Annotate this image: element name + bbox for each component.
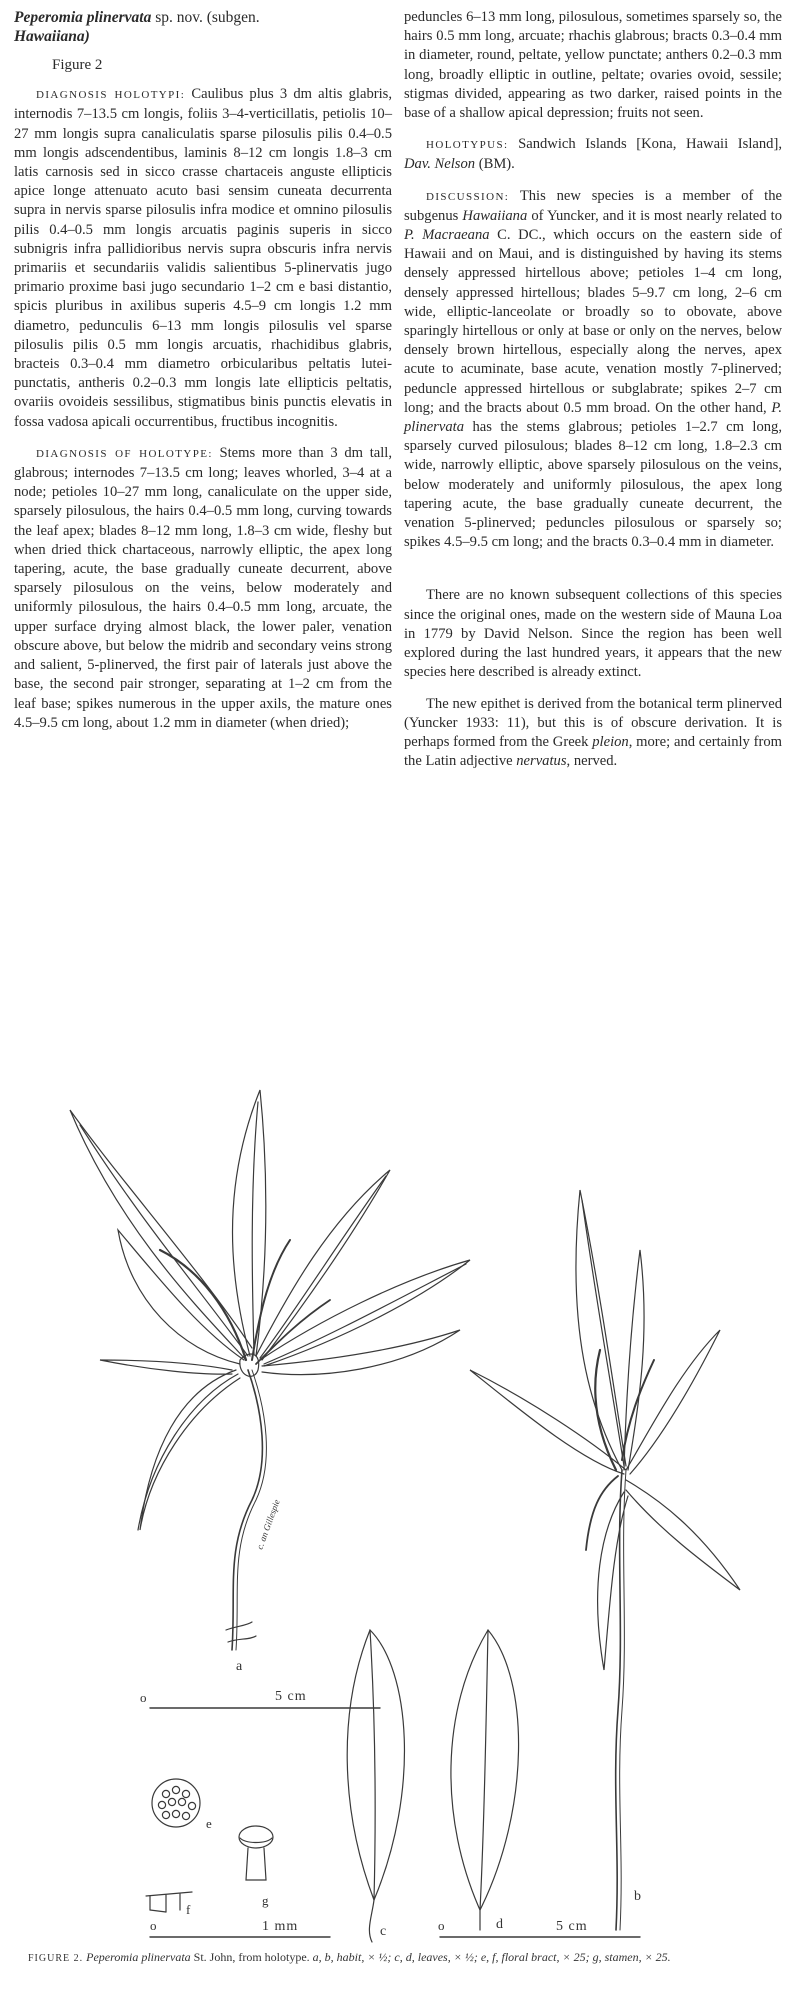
discussion-paragraph-3 xyxy=(404,695,782,772)
caption-label: FIGURE 2. xyxy=(28,1953,84,1964)
caption-text-b: a, b, habit, × ½; c, d, leaves, × ½; e, f, floral bract, × 25; g, stamen, × 25. xyxy=(312,1950,671,1964)
label-e: e xyxy=(206,1816,212,1831)
botanical-illustration xyxy=(0,1030,800,1945)
discussion-related-species: P. Macraeana xyxy=(404,227,490,244)
discussion-species: P. plinervata xyxy=(404,399,782,436)
discussion-subgenus: Hawaiiana xyxy=(462,207,528,224)
figure-caption xyxy=(28,1950,788,1966)
species-name: Peperomia plinervata xyxy=(14,9,152,26)
holotypus-herbarium: (BM). xyxy=(478,156,515,173)
label-b: b xyxy=(634,1889,641,1904)
etymology-text: The new epithet is derived from the botanical term plinerved (Yuncker 1933: 11), but this is of obscure derivation. It is perhaps formed from the Greek xyxy=(404,695,782,750)
scale-mm-zero: o xyxy=(150,1918,157,1933)
etymology-text: , more; and certainly from the Latin adjective xyxy=(404,733,782,770)
scale-right-unit: 5 cm xyxy=(556,1919,588,1934)
discussion-text: of Yuncker, and it is most nearly related to xyxy=(531,207,782,224)
english-description xyxy=(14,444,392,733)
floral-bract-e xyxy=(152,1779,200,1827)
discussion-paragraph-2: There are no known subsequent collections of this species since the original ones, made on the western side of Mauna Loa in 1779 by David Nelson. Since the region has been well explored during the last hundred years, it appears that the new species here described is already extinct. xyxy=(404,587,782,681)
latin-diagnosis xyxy=(14,85,392,432)
discussion-text: C. DC., which occurs on the eastern side of Hawaii and on Maui, and is distinguished by having its stems densely appressed hirtellous above; petioles 1–4 cm long, densely appressed hirtellous; blades 5–9.7 cm long, 2–6 cm wide, elliptic-lanceolate or broadly so to obovate, above sparingly hirtellous or only at base or only on the nerves, below densely brown hirtellous, especially along the nerves, apex acute to acuminate, base acute, venation mostly 7-plinerved; peduncle appressed hirtellous or subglabrate; spikes 2–7 cm long; and the bracts about 0.5 mm broad. On the other hand, xyxy=(404,227,782,416)
artist-signature: c. an Gillespie xyxy=(254,1498,282,1551)
label-g: g xyxy=(262,1893,269,1908)
species-status: sp. nov. (subgen. xyxy=(155,9,260,26)
latin-diagnosis-heading: DIAGNOSIS HOLOTYPI: xyxy=(36,89,186,102)
discussion-text: has the stems glabrous; petioles 1–2.7 cm long, sparsely curved pilosulous; blades 8–12 cm long, 1.8–2.3 cm wide, narrowly elliptic, above sparsely pilosulous on the veins, below moderately and uniformly pilosulous, the apex long tapering acute, the base gradually cuneate decurrent, the venation 5-plinerved; peduncles pilosulous or sparsely so; spikes 4.5–9.5 cm long; and the bracts 0.3–0.4 mm in diameter. xyxy=(404,419,782,551)
scale-left-zero: o xyxy=(140,1690,147,1705)
label-a: a xyxy=(236,1659,243,1674)
holotypus-text: Sandwich Islands [Kona, Hawaii Island], xyxy=(518,136,782,153)
species-title xyxy=(14,8,392,46)
etymology-text: , nerved. xyxy=(566,753,618,770)
etymology-latin: nervatus xyxy=(516,753,567,770)
discussion-text: This new species is a member of the subgenus xyxy=(404,187,782,224)
caption-text-a: St. John, from holotype. xyxy=(193,1950,310,1964)
scale-right-zero: o xyxy=(438,1918,445,1933)
caption-species: Peperomia plinervata xyxy=(86,1950,191,1964)
left-column xyxy=(14,8,392,745)
discussion-paragraph-1 xyxy=(404,187,782,553)
holotypus-paragraph xyxy=(404,135,782,174)
stamen-g xyxy=(239,1826,273,1880)
leaf-d xyxy=(451,1630,519,1930)
description-text: Stems more than 3 dm tall, glabrous; internodes 7–13.5 cm long; leaves whorled, 3–4 at a node; petioles 10–27 mm long, canaliculate on the upper side, sparsely pilosulous, the hairs 0.4–0.5 mm long, curving towards the leaf apex; blades 8–12 mm long, 1.8–3 cm wide, fleshy but when dried thick chartaceous, narrowly elliptic, the apex long tapering, acute, the base gradually cuneate decurrent, above sparsely pilosulous on the veins, below moderately and uniformly pilosulous, the hairs 0.4–0.5 mm long, arcuate, the upper surface drying almost black, the lower paler, venation obscure above, but below the midrib and secondary veins strong and salient, 5-plinerved, the first pair of laterals just above the base, the second pair stronger, separating at 1–2 cm from the leaf base; spikes numerous in the upper axils, the mature ones 4.5–9.5 cm long, about 1.2 mm in diameter (when dried); xyxy=(14,444,392,731)
label-f: f xyxy=(186,1902,191,1917)
description-heading: DIAGNOSIS OF HOLOTYPE: xyxy=(36,447,213,460)
latin-diagnosis-text: Caulibus plus 3 dm altis glabris, internodis 7–13.5 cm longis, foliis 3–4-verticillatis, petiolis 10–27 mm longis supra canaliculatis sparse pilosulis pilis 0.4–0.5 mm longis adscendentibus, laminis 8–12 cm longis 1.8–3 cm latis carnosis sed in sicco crasse chartaceis anguste ellipticis apice longe attenuato acuto basi sensim cuneata decurrenta supra in nervis sparse pilosulis infra modice et omnino pilosulis pilis 0.4–0.5 mm longis arcuatis paginis superis in sicco subnigris infra pallidioribus nervis supra obscuris infra nervis primariis et secundariis validis salientibus 5-plinervatis jugo primario proxime basi jugo secundario 1–2 cm e basi distantio, spicis pluribus in axilibus superis 4.5–9 cm longis 1.2 mm diametro, pedunculis 6–13 mm longis pilosulis vel sparse pilosulis pilis 0.5 mm longis arcuatis, rhachidibus glabris, bracteis 0.3–0.4 mm diametro orbicularibus peltatis lutei-punctatis, antheris 0.2–0.3 mm longis late ellipticis peltatis, ovariis ovoideis sessilibus, stigmatibus binis punctis elevatis in fossa vadosa apicali occurrentibus, fructibus incognitis. xyxy=(14,86,392,430)
discussion-heading: DISCUSSION: xyxy=(426,190,510,203)
description-continued: peduncles 6–13 mm long, pilosulous, sometimes sparsely so, the hairs 0.5 mm long, arcuate; rhachis glabrous; bracts 0.3–0.4 mm in diameter, round, peltate, yellow punctate; anthers 0.2–0.3 mm long, broadly elliptic in outline, peltate; ovaries ovoid, sessile; stigmas divided, appearing as two darker, raised points in the base of a shallow apical depression; fruits not seen. xyxy=(404,9,782,122)
label-c: c xyxy=(380,1924,387,1939)
specimen-a-habit xyxy=(70,1090,470,1650)
figure-reference: Figure 2 xyxy=(52,57,103,73)
holotypus-heading: HOLOTYPUS: xyxy=(426,139,509,152)
scale-mm-unit: 1 mm xyxy=(262,1919,299,1934)
holotypus-collector: Dav. Nelson xyxy=(404,156,476,173)
scale-left-unit: 5 cm xyxy=(275,1689,307,1704)
right-column xyxy=(404,8,782,783)
label-d: d xyxy=(496,1917,503,1932)
subgenus-name: Hawaiiana) xyxy=(14,28,90,45)
etymology-greek: pleion xyxy=(592,733,629,750)
leaf-c xyxy=(347,1630,404,1942)
